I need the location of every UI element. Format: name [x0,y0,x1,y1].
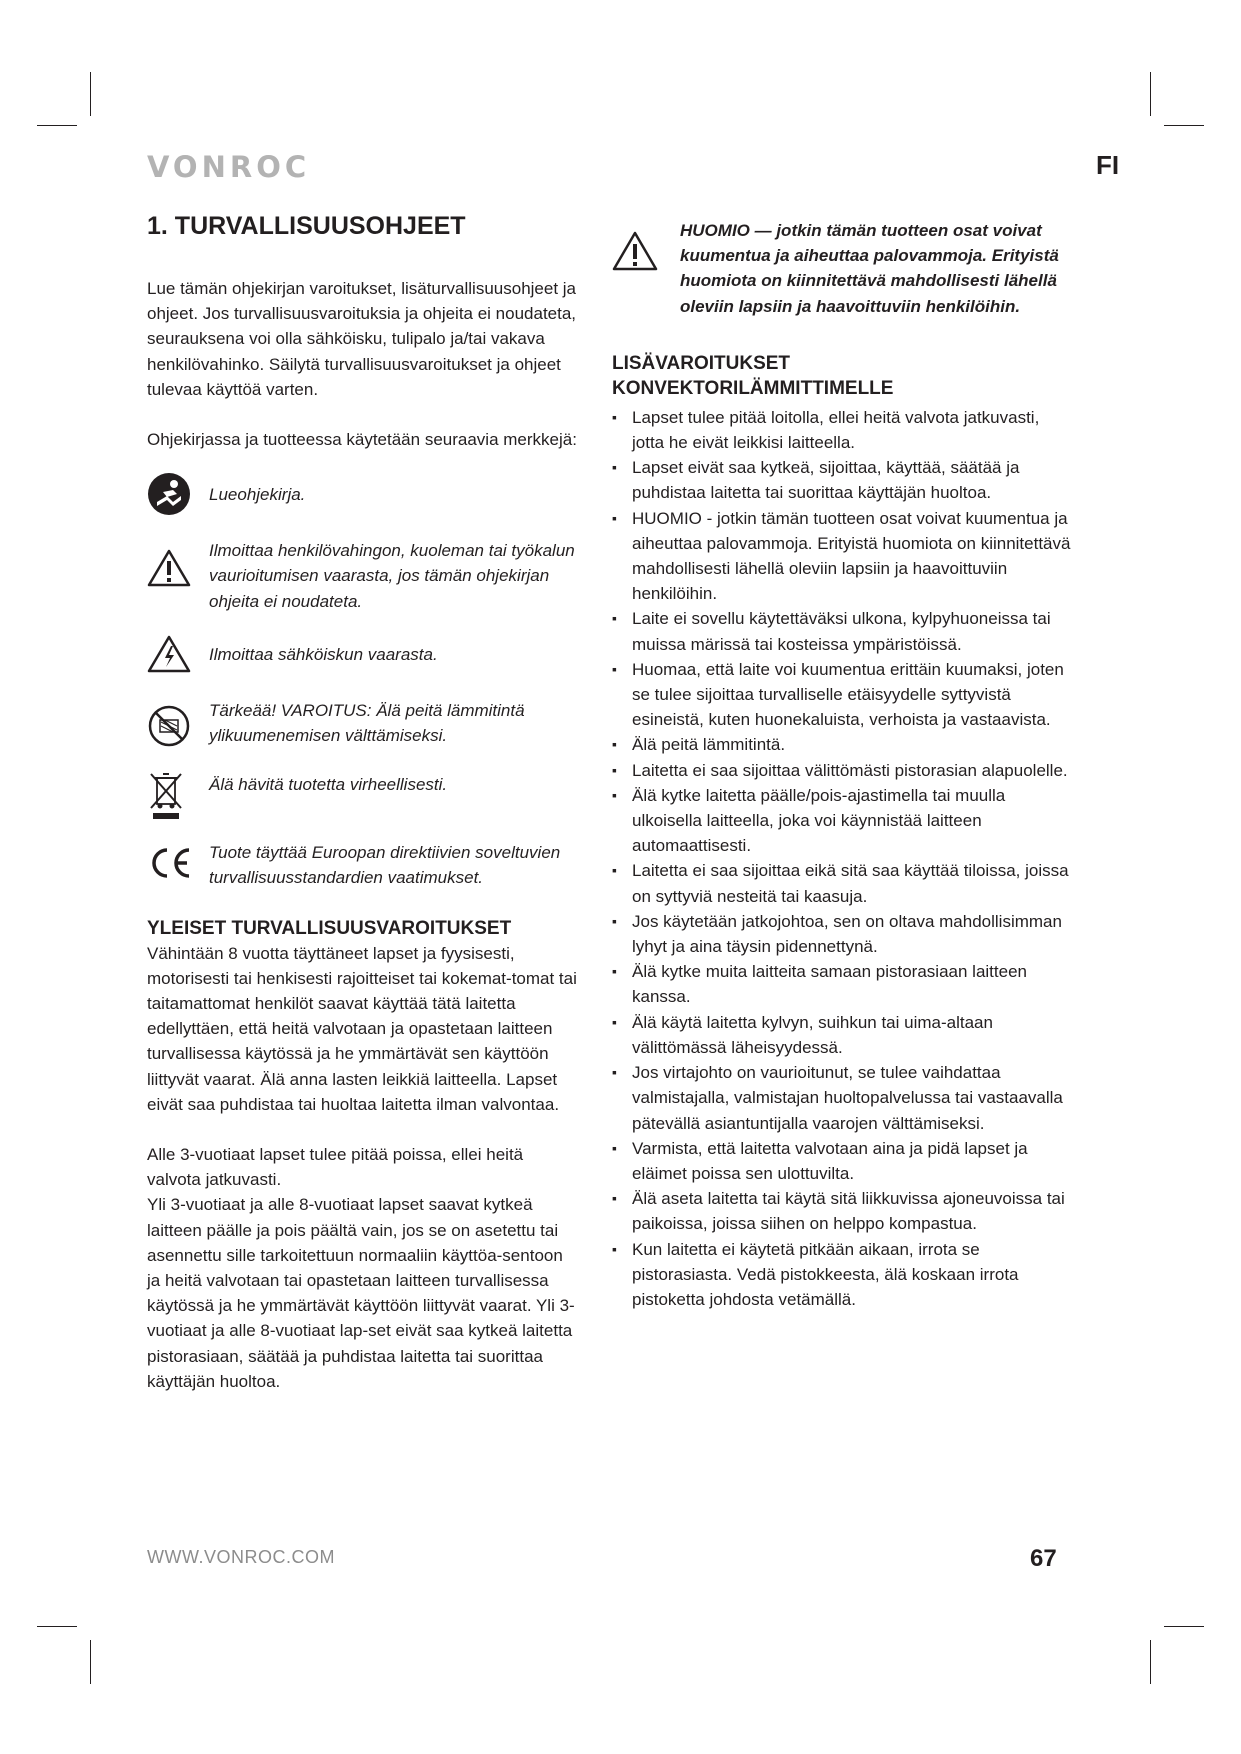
symbol-text: Tuote täyttää Euroopan direktiivien soveltuvien turvallisuusstandardien vaatimukset. [209,843,561,888]
caution-triangle-icon [612,218,666,272]
crop-mark-top-left-h [37,125,77,126]
list-item: ▪ Laite ei sovellu käytettäväksi ulkona, kylpyhuoneissa tai muissa märissä tai kosteissa ympäristöissä. [612,606,1072,656]
list-item: ▪ Varmista, että laitetta valvotaan aina ja pidä lapset ja eläimet poissa sen ulottuvilta. [612,1136,1072,1186]
symbol-row-warning [147,538,577,614]
crop-mark-bottom-left-h [37,1626,77,1627]
right-column [612,218,1072,1312]
brand-logo: VONROC [147,150,311,184]
list-item: ▪ Jos käytetään jatkojohtoa, sen on oltava mahdollisimman lyhyt ja aina täysin pidennettynä. [612,909,1072,959]
crop-mark-top-left-v [90,72,91,116]
symbol-row-ce [147,840,577,890]
list-item: ▪ Lapset tulee pitää loitolla, ellei heitä valvota jatkuvasti, jotta he eivät leikkisi laitteella. [612,405,1072,455]
symbol-text: Tärkeää! VAROITUS: Älä peitä lämmitintä ylikuumenemisen välttämiseksi. [209,700,525,746]
extra-warnings-heading-line1: LISÄVAROITUKSET [612,352,791,374]
crop-mark-bottom-left-v [90,1640,91,1684]
symbol-text: Ilmoittaa henkilövahingon, kuoleman tai työkalun vaurioitumisen vaarasta, jos tämän ohjekirjan ohjeita ei noudateta. [209,541,575,611]
symbols-intro: Ohjekirjassa ja tuotteessa käytetään seuraavia merkkejä: [147,430,577,450]
list-item: ▪ Älä aseta laitetta tai käytä sitä liikkuvissa ajoneuvoissa tai paikoissa, joissa siihen on helppo kompastua. [612,1186,1072,1236]
weee-bin-icon [147,770,201,822]
left-column [147,210,577,1394]
list-item: ▪ Laitetta ei saa sijoittaa välittömästi pistorasian alapuolelle. [612,758,1072,783]
list-item: ▪ HUOMIO - jotkin tämän tuotteen osat voivat kuumentua ja aiheuttaa palovammoja. Erityistä huomiota on kiinnitettävä mahdollisesti lähellä oleviin lapsiin ja haavoittuviin henkilöihin. [612,506,1072,607]
extra-warnings-list [612,405,1072,1312]
language-code: FI [1096,150,1120,180]
general-paragraph-3: Yli 3-vuotiaat ja alle 8-vuotiaat lapset saavat kytkeä laitteen päälle ja pois päältä vain, jos se on asetettu tai asennettu sille tarkoitettuun normaaliin käyttöa-sentoon ja heitä valvotaan tai opastetaan laitteen turvallisessa käytössä ja he ymmärtävät käyttöön liittyvät vaarat. Yli 3-vuotiaat ja alle 8-vuotiaat lap-set eivät saa kytkeä laitetta pistorasiaan, säätää ja puhdistaa laitetta tai suorittaa käyttäjän huoltoa. [147,1195,575,1391]
extra-warnings-heading-line2: KONVEKTORILÄMMITTIMELLE [612,377,894,399]
warning-triangle-icon [147,538,201,588]
do-not-cover-icon [147,698,201,748]
ce-mark-icon [147,840,201,880]
crop-mark-bottom-right-h [1164,1626,1204,1627]
list-item: ▪ Älä peitä lämmitintä. [612,732,1072,757]
page-number: 67 [1030,1545,1057,1572]
list-item: ▪ Älä kytke muita laitteita samaan pistorasiaan laitteen kanssa. [612,959,1072,1009]
general-paragraph-1: Vähintään 8 vuotta täyttäneet lapset ja fyysisesti, motorisesti tai henkisesti rajoitteiset tai kokemat-tomat tai taitamattomat henkilöt saavat käyttää tätä laitetta edellyttäen, että heitä valvotaan ja opastetaan laitteen turvallisessa käytössä ja he ymmärtävät sen käyttöön liittyvät vaarat. Älä anna lasten leikkiä laitteella. Lapset eivät saa puhdistaa tai huoltaa laitetta ilman valvontaa. [147,943,577,1114]
intro-paragraph: Lue tämän ohjekirjan varoitukset, lisäturvallisuusohjeet ja ohjeet. Jos turvallisuusvaroituksia ja ohjeita ei noudateta, seurauksena voi olla sähköisku, tulipalo ja/tai vakava henkilövahinko. Säilytä turvallisuusvaroitukset ja ohjeet tulevaa käyttöä varten. [147,279,577,399]
symbol-text: Lueohjekirja. [209,485,306,505]
symbol-text: Ilmoittaa sähköiskun vaarasta. [209,644,438,664]
general-warnings-heading: YLEISET TURVALLISUUSVAROITUKSET [147,917,512,939]
general-paragraph-2: Alle 3-vuotiaat lapset tulee pitää poissa, ellei heitä valvota jatkuvasti. [147,1145,524,1190]
list-item: ▪ Älä käytä laitetta kylvyn, suihkun tai uima-altaan välittömässä läheisyydessä. [612,1010,1072,1060]
list-item: ▪ Kun laitetta ei käytetä pitkään aikaan, irrota se pistorasiasta. Vedä pistokkeesta, älä koskaan irrota pistoketta johdosta vetämällä. [612,1237,1072,1313]
list-item: ▪ Laitetta ei saa sijoittaa eikä sitä saa käyttää tiloissa, joissa on syttyviä nesteitä tai kaasuja. [612,858,1072,908]
symbol-text: Älä hävitä tuotetta virheellisesti. [209,775,448,795]
list-item: ▪ Älä kytke laitetta päälle/pois-ajastimella tai muulla ulkoisella laitteella, joka voi käynnistää laitteen automaattisesti. [612,783,1072,859]
symbol-row-read-manual [147,472,577,516]
section-heading: 1. TURVALLISUUSOHJEET [147,212,466,240]
symbol-row-do-not-cover [147,698,577,748]
electric-shock-icon [147,634,201,674]
read-manual-icon [147,472,201,516]
list-item: ▪ Huomaa, että laite voi kuumentua erittäin kuumaksi, joten se tulee sijoittaa turvalliselle etäisyydelle syttyvistä esineistä, kuten huonekaluista, verhoista ja vastaavista. [612,657,1072,733]
caution-box [612,218,1072,319]
symbol-row-weee [147,770,577,822]
crop-mark-bottom-right-v [1150,1640,1151,1684]
symbol-row-electric [147,634,577,674]
crop-mark-top-right-v [1150,72,1151,116]
footer-url: WWW.VONROC.COM [147,1547,335,1567]
caution-text: HUOMIO — jotkin tämän tuotteen osat voivat kuumentua ja aiheuttaa palovammoja. Erityistä huomiota on kiinnitettävä mahdollisesti lähellä oleviin lapsiin ja haavoittuviin henkilöihin. [680,221,1059,316]
list-item: ▪ Lapset eivät saa kytkeä, sijoittaa, käyttää, säätää ja puhdistaa laitetta tai suorittaa käyttäjän huoltoa. [612,455,1072,505]
list-item: ▪ Jos virtajohto on vaurioitunut, se tulee vaihdattaa valmistajalla, valmistajan huoltopalvelussa tai vastaavalla pätevällä asiantuntijalla vaarojen välttämiseksi. [612,1060,1072,1136]
crop-mark-top-right-h [1164,125,1204,126]
